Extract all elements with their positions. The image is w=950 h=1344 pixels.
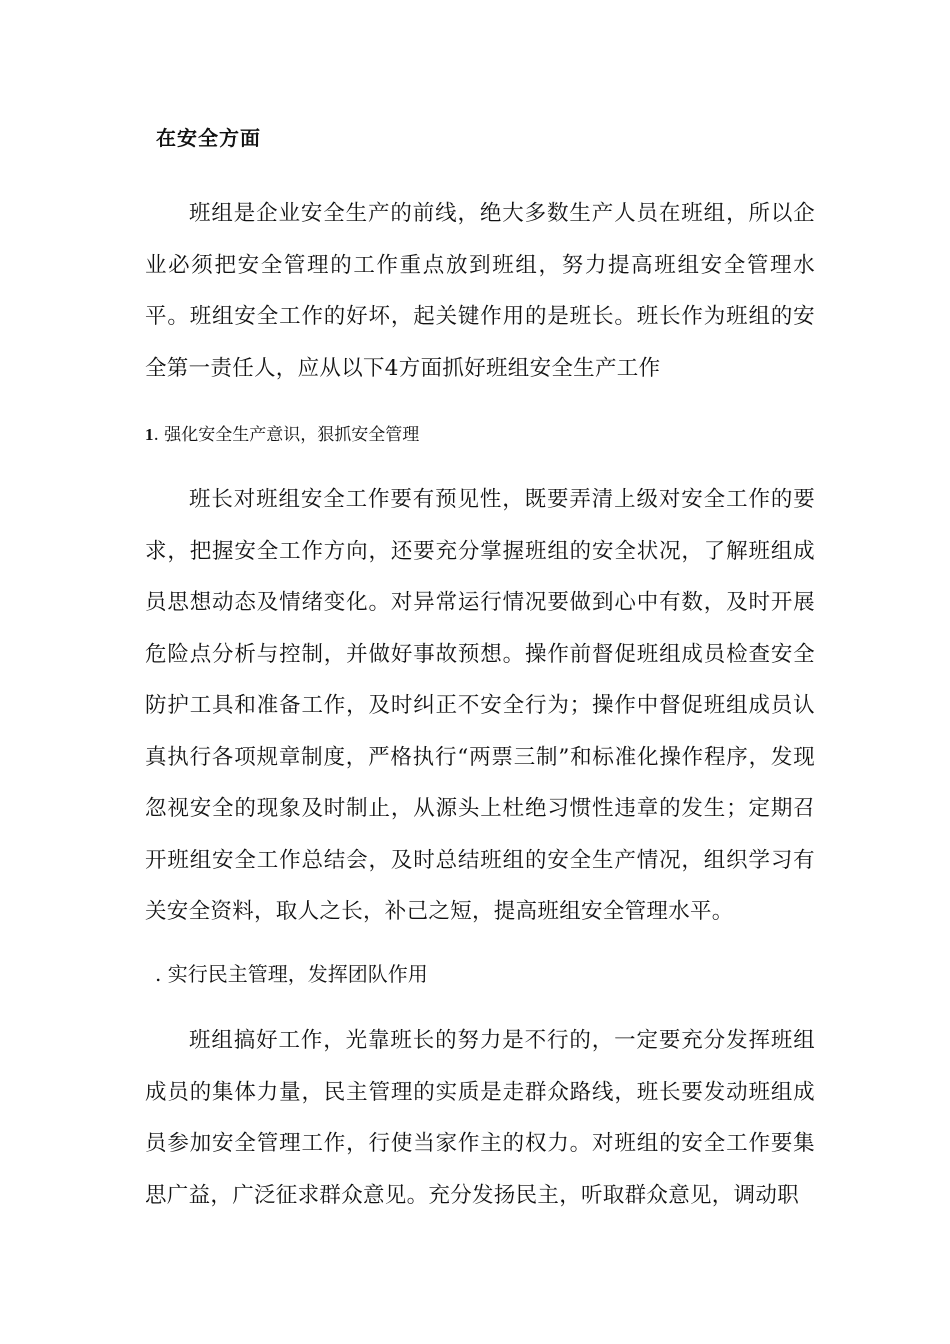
item1-number: 1 <box>145 425 154 444</box>
item1-title: . 强化安全生产意识，狠抓安全管理 <box>153 425 420 445</box>
item2-title: . 实行民主管理，发挥团队作用 <box>155 962 428 986</box>
intro-paragraph: 班组是企业安全生产的前线，绝大多数生产人员在班组，所以企业必须把安全管理的工作重点放到班组，努力提高班组安全管理水平。班组安全工作的好坏，起关键作用的是班长。班长作为班组的安全第一责任人，应从以下4方面抓好班组安全生产工作 <box>145 201 815 381</box>
item1-heading <box>145 420 419 445</box>
item1-paragraph: 班长对班组安全工作要有预见性，既要弄清上级对安全工作的要求，把握安全工作方向，还要充分掌握班组的安全状况，了解班组成员思想动态及情绪变化。对异常运行情况要做到心中有数，及时开展危险点分析与控制，并做好事故预想。操作前督促班组成员检查安全防护工具和准备工作，及时纠正不安全行为；操作中督促班组成员认真执行各项规章制度，严格执行“两票三制”和标准化操作程序，发现忽视安全的现象及时制止，从源头上杜绝习惯性违章的发生；定期召开班组安全工作总结会，及时总结班组的安全生产情况，组织学习有关安全资料，取人之长，补己之短，提高班组安全管理水平。 <box>145 487 815 924</box>
item2-paragraph: 班组搞好工作，光靠班长的努力是不行的，一定要充分发挥班组成员的集体力量，民主管理的实质是走群众路线，班长要发动班组成员参加安全管理工作，行使当家作主的权力。对班组的安全工作要集思广益，广泛征求群众意见。充分发扬民主，听取群众意见，调动职 <box>145 1028 815 1208</box>
section-title: 在安全方面 <box>156 126 261 150</box>
